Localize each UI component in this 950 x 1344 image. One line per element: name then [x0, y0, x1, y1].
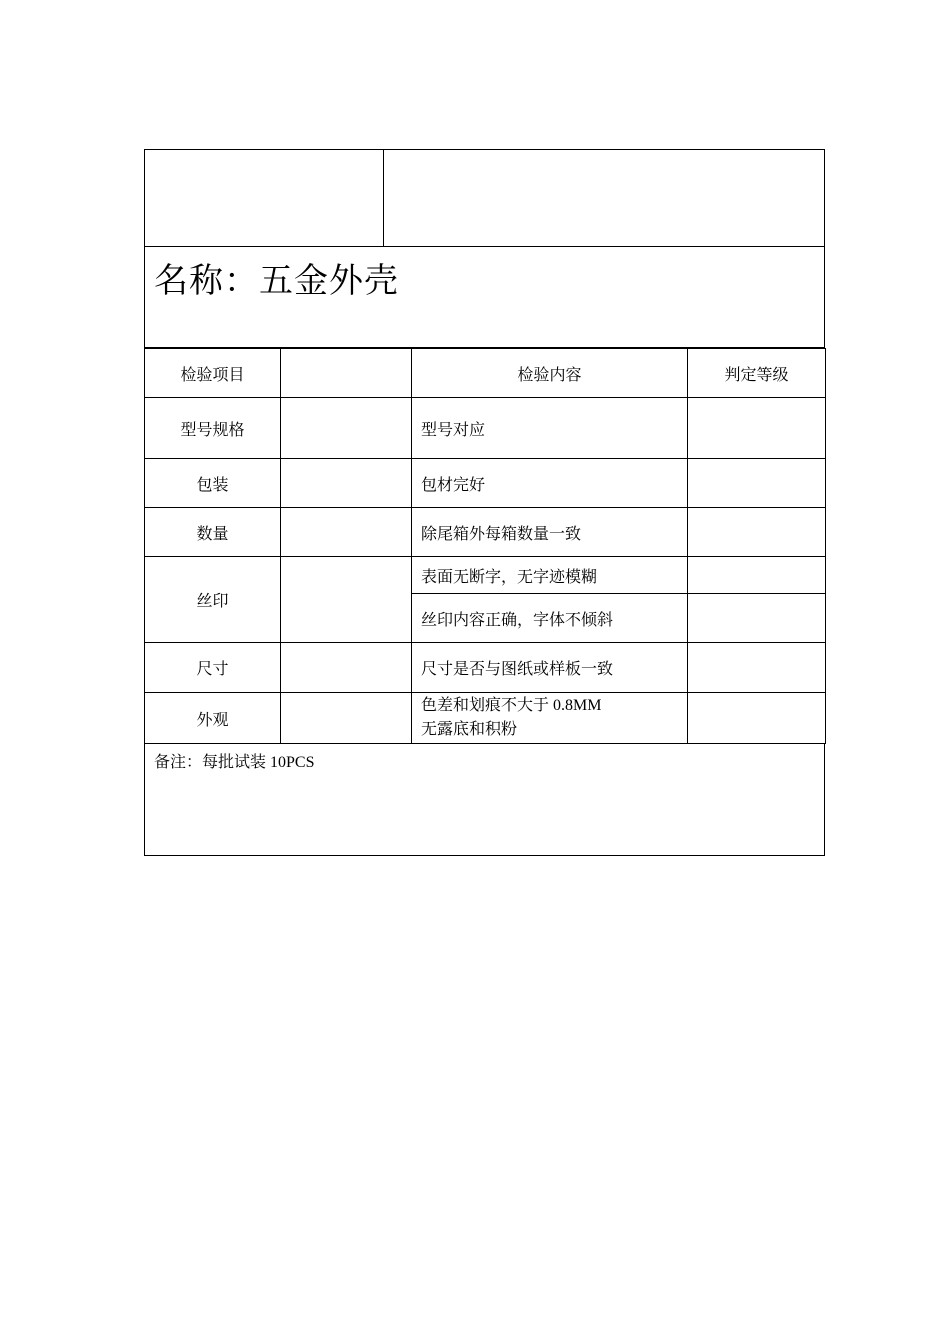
- row-grade: [688, 398, 826, 459]
- inspection-table: [144, 348, 826, 744]
- table-row: [145, 557, 826, 594]
- table-header-row: [145, 349, 826, 398]
- table-row: [145, 693, 826, 744]
- row-content: 表面无断字，无字迹模糊: [412, 557, 688, 594]
- row-grade: [688, 557, 826, 594]
- row-blank: [281, 693, 412, 744]
- remark-text: 备注：每批试装 10PCS: [154, 754, 315, 771]
- table-row: [145, 398, 826, 459]
- row-blank: [281, 508, 412, 557]
- row-content: 除尾箱外每箱数量一致: [412, 508, 688, 557]
- row-blank: [281, 643, 412, 693]
- header-divider: [383, 150, 384, 246]
- row-content: [412, 693, 688, 744]
- row-grade: [688, 643, 826, 693]
- row-item: 外观: [145, 693, 281, 744]
- row-blank: [281, 557, 412, 643]
- remark-box: [144, 744, 825, 856]
- row-content: 包材完好: [412, 459, 688, 508]
- row-grade: [688, 594, 826, 643]
- inspection-sheet: [144, 149, 825, 856]
- name-box: [144, 247, 825, 348]
- row-item: 数量: [145, 508, 281, 557]
- row-content: 尺寸是否与图纸或样板一致: [412, 643, 688, 693]
- row-content-line: 色差和划痕不大于 0.8MM: [421, 697, 602, 714]
- table-row: [145, 643, 826, 693]
- row-content: 型号对应: [412, 398, 688, 459]
- row-blank: [281, 459, 412, 508]
- header-blank: [281, 349, 412, 398]
- header-content: 检验内容: [412, 349, 688, 398]
- header-item: 检验项目: [145, 349, 281, 398]
- row-content-line: 无露底和积粉: [421, 721, 518, 738]
- table-row: [145, 508, 826, 557]
- row-item: 包装: [145, 459, 281, 508]
- header-grade: 判定等级: [688, 349, 826, 398]
- row-item: 型号规格: [145, 398, 281, 459]
- product-name: 名称：五金外壳: [154, 261, 399, 301]
- row-grade: [688, 693, 826, 744]
- header-box: [144, 149, 825, 247]
- row-grade: [688, 459, 826, 508]
- table-row: [145, 459, 826, 508]
- row-grade: [688, 508, 826, 557]
- row-item: 丝印: [145, 557, 281, 643]
- row-blank: [281, 398, 412, 459]
- row-content: 丝印内容正确，字体不倾斜: [412, 594, 688, 643]
- row-item: 尺寸: [145, 643, 281, 693]
